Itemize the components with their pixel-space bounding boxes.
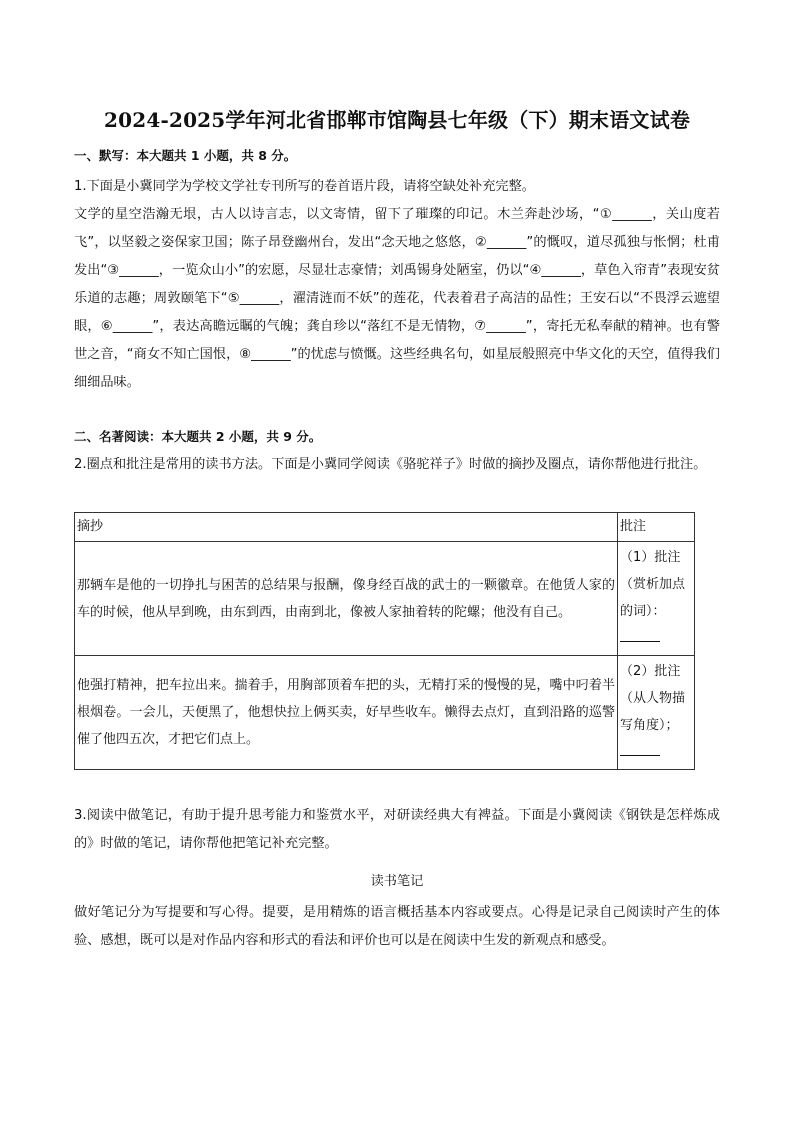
table-row [75,656,695,770]
table-header-row [75,513,695,542]
answer-blank[interactable] [620,741,660,756]
section-2-heading: 二、名著阅读：本大题共 2 小题，共 9 分。 [74,429,322,444]
question-3-intro: 3.阅读中做笔记，有助于提升思考能力和鉴赏水平，对研读经典大有裨益。下面是小冀阅读《钢铁是怎样炼成的》时做的笔记，请你帮他把笔记补充完整。 [74,808,720,851]
annotation-cell[interactable] [618,656,695,770]
answer-blank[interactable] [620,627,660,642]
section-1-heading: 一、默写：本大题共 1 小题，共 8 分。 [74,148,297,163]
reading-notes-body: 做好笔记分为写提要和写心得。提要，是用精炼的语言概括基本内容或要点。心得是记录自己阅读时产生的体验、感想，既可以是对作品内容和形式的看法和评价也可以是在阅读中生发的新观点和感受。 [74,905,720,948]
excerpt-cell: 他强打精神，把车拉出来。揣着手，用胸部顶着车把的头，无精打采的慢慢的晃，嘴中叼着半根烟卷。一会儿，天便黑了，他想快拉上俩买卖，好早些收车。懒得去点灯，直到沿路的巡警催了他四五次，才把它们点上。 [75,656,618,770]
question-1-passage: 文学的星空浩瀚无垠，古人以诗言志，以文寄情，留下了璀璨的印记。木兰奔赴沙场，“①______，关山度若飞”，以坚毅之姿保家卫国；陈子昂登幽州台，发出“念天地之悠悠，②______”的慨叹，道尽孤独与怅惘；杜甫发出“③______，一览众山小”的宏愿，尽显壮志豪情；刘禹锡身处陋室，仍以“④______，草色入帘青”表现安贫乐道的志趣；周敦颐笔下“⑤______，濯清涟而不妖”的莲花，代表着君子高洁的品性；王安石以“不畏浮云遮望眼，⑥______”，表达高瞻远瞩的气魄；龚自珍以“落红不是无情物，⑦______”，寄托无私奉献的精神。也有警世之音，“商女不知亡国恨，⑧______”的忧虑与愤慨。这些经典名句，如星辰般照亮中华文化的天空，值得我们细细品味。 [74,207,720,390]
question-1 [74,173,720,397]
excerpt-cell: 那辆车是他的一切挣扎与困苦的总结果与报酬，像身经百战的武士的一颗徽章。在他赁人家的车的时候，他从早到晚，由东到西，由南到北，像被人家抽着转的陀螺；他没有自己。 [75,542,618,656]
table-row [75,542,695,656]
question-2-intro: 2.圈点和批注是常用的读书方法。下面是小冀同学阅读《骆驼祥子》时做的摘抄及圈点，请你帮他进行批注。 [74,457,707,472]
excerpt-annotation-table [74,512,695,770]
annotation-prompt: （2）批注（从人物描写角度）； [620,664,686,733]
question-1-intro: 1.下面是小冀同学为学校文学社专刊所写的卷首语片段，请将空缺处补充完整。 [74,179,535,194]
annotation-prompt: （1）批注（赏析加点的词）： [620,550,686,619]
column-header-excerpt: 摘抄 [75,513,618,542]
reading-notes-title: 读书笔记 [370,874,424,889]
exam-title: 2024-2025学年河北省邯郸市馆陶县七年级（下）期末语文试卷 [103,108,691,132]
column-header-annotation: 批注 [618,513,695,542]
annotation-cell[interactable] [618,542,695,656]
